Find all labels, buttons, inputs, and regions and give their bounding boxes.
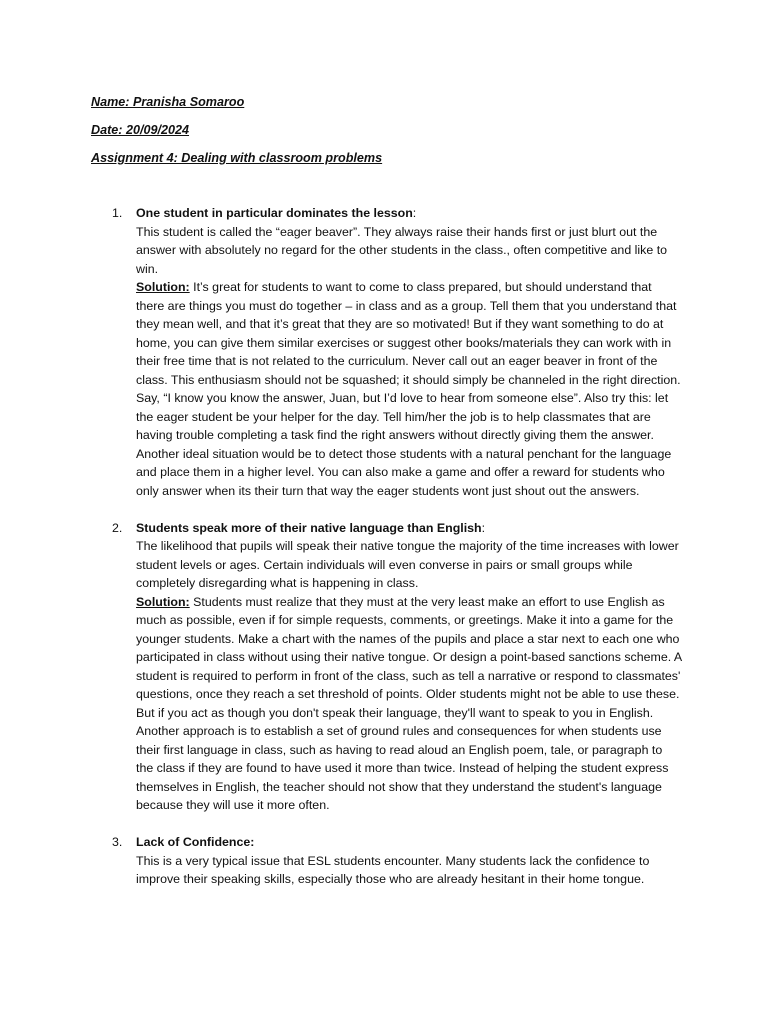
solution-text: Students must realize that they must at the very least make an effort to use English as much as possible, even if for simple requests, comments, or greetings. Make it into a game for the younger students. Make a chart with the names of the pupils and place a star next to each one who participated in class without using their native tongue. Or design a point-based sanctions scheme. A student is required to perform in front of the class, such as tell a narrative or respond to classmates' questions, once they reach a set threshold of points. Older students might not be able to use these. But if you act as though you don't speak their language, they'll want to speak to you in English. Another approach is to establish a set of ground rules and consequences for when students use their first language in class, such as having to read aloud an English poem, tale, or paragraph to the class if they are found to have used it more than twice. Instead of helping the student express themselves in English, the teacher should not show that they understand the student's language because they will use it more often. (136, 594, 682, 812)
item-title: One student in particular dominates the lesson (136, 206, 413, 220)
item-number: 1. (112, 206, 123, 220)
problem-list (112, 204, 682, 907)
item-description: This student is called the “eager beaver”. They always raise their hands first or just blurt out the answer with absolutely no regard for the other students in the class., often competitive and like to win. (136, 224, 668, 276)
problem-item-1 (112, 204, 682, 500)
item-solution (136, 278, 682, 500)
item-description: The likelihood that pupils will speak their native tongue the majority of the time increases with lower student levels or ages. Certain individuals will even converse in pairs or small groups while completely disregarding what is happening in class. (136, 539, 679, 590)
item-description: This is a very typical issue that ESL students encounter. Many students lack the confidence to improve their speaking skills, especially those who are already hesitant in their home tongue. (136, 853, 650, 886)
item-solution (136, 593, 682, 815)
item-title-suffix: : (412, 206, 417, 220)
solution-label: Solution: (136, 594, 190, 609)
item-title-suffix: : (481, 520, 486, 535)
item-heading (136, 204, 682, 223)
solution-text: It’s great for students to want to come to class prepared, but should understand that there are things you must do together – in class and as a group. Tell them that you understand that they mean well, and that it’s great that they are so motivated! But if they want something to do at home, you can give them similar exercises or suggest other books/materials they can work with in their free time that is not related to the curriculum. Never call out an eager beaver in front of the class. This enthusiasm should not be squashed; it should simply be channeled in the right direction. Say, “I know you know the answer, Juan, but I’d love to hear from someone else”. Also try this: let the eager student be your helper for the day. Tell him/her the job is to help classmates that are having trouble completing a task find the right answers without directly giving them the answer. Another ideal situation would be to detect those students with a natural penchant for the language and place them in a higher level. You can also make a game and offer a reward for students who only answer when its their turn that way the eager students wont just shout out the answers. (136, 280, 681, 498)
assignment-date: Date: 20/09/2024 (91, 123, 190, 137)
assignment-title: Assignment 4: Dealing with classroom problems (91, 151, 383, 165)
item-title: Lack of Confidence: (136, 835, 255, 849)
item-number: 3. (112, 835, 123, 849)
document-header (91, 91, 711, 175)
problem-item-3 (112, 833, 682, 889)
item-number: 2. (112, 520, 123, 535)
item-heading (136, 519, 682, 538)
item-heading (136, 833, 682, 852)
solution-label: Solution: (136, 280, 190, 294)
student-name: Name: Pranisha Somaroo (91, 95, 245, 109)
problem-item-2 (112, 519, 682, 815)
item-title: Students speak more of their native language than English (136, 520, 482, 535)
